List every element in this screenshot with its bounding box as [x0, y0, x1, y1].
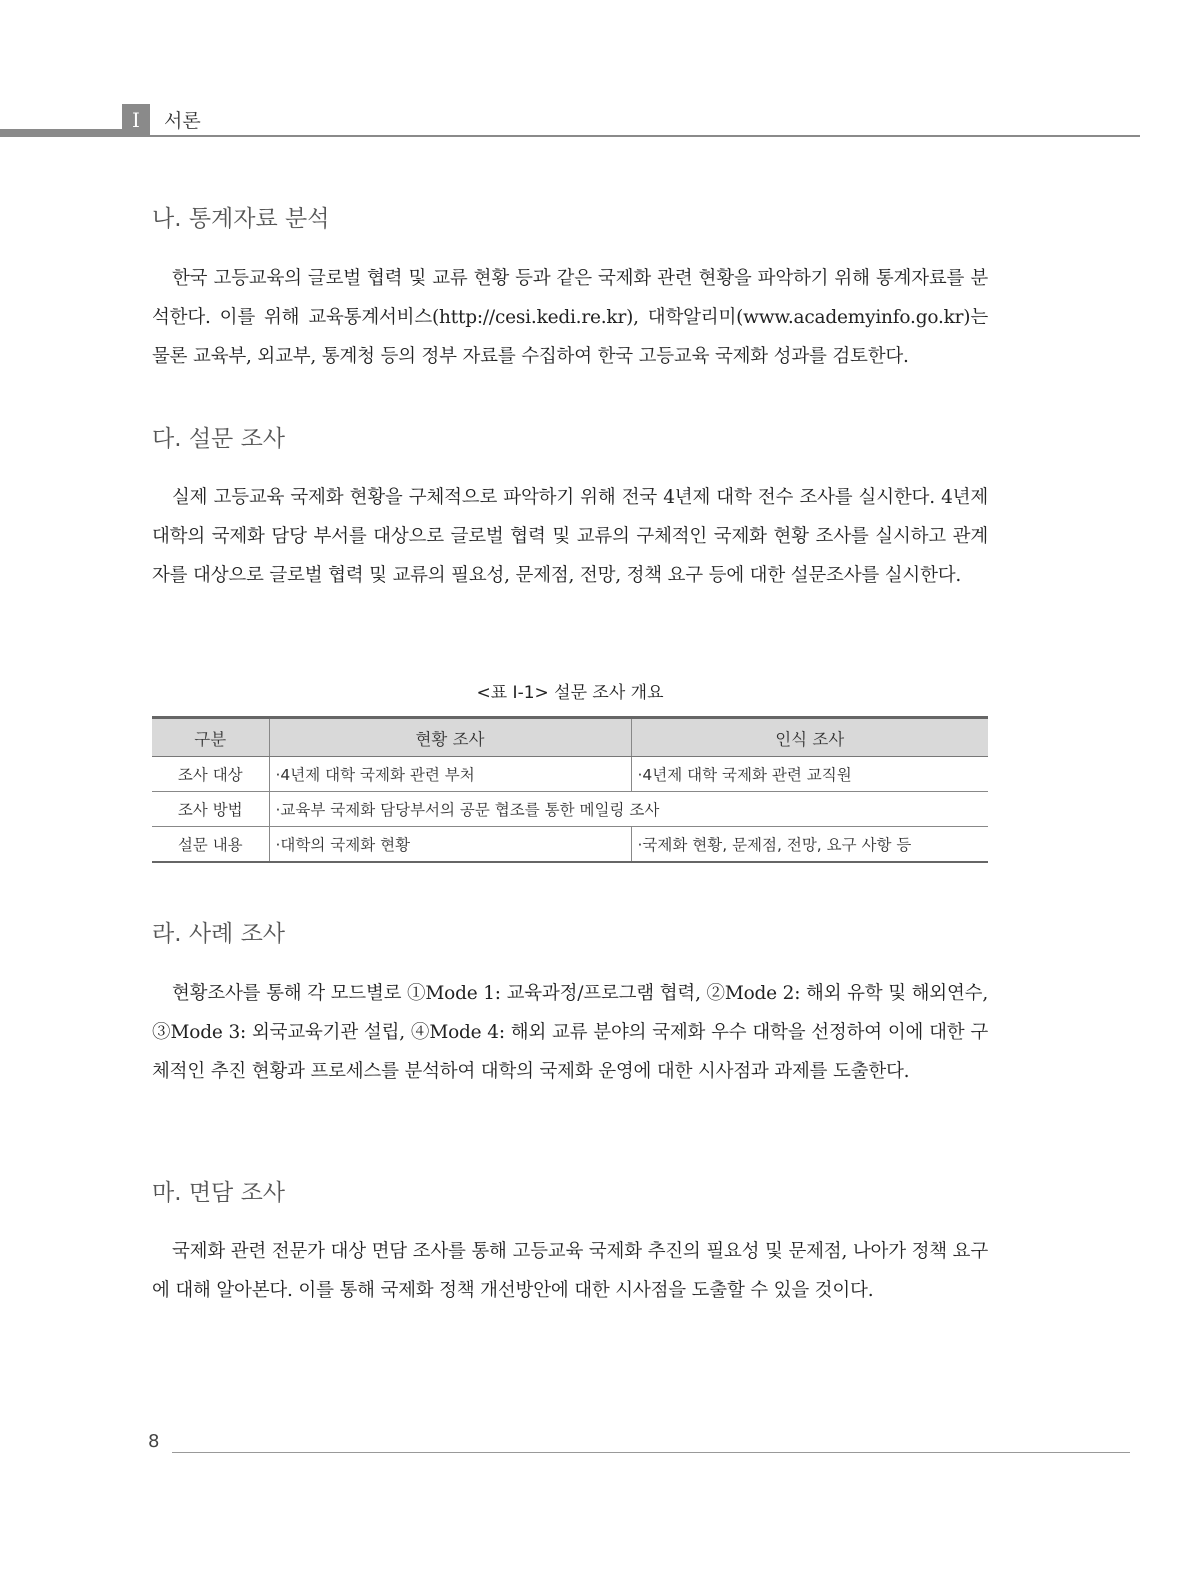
table-cell: ·4년제 대학 국제화 관련 부처 [269, 757, 631, 792]
chapter-number: I [122, 104, 150, 137]
table-caption: <표 Ⅰ-1> 설문 조사 개요 [476, 683, 664, 703]
section-heading-statistics: 나. 통계자료 분석 [152, 206, 330, 232]
section-heading-survey: 다. 설문 조사 [152, 426, 286, 452]
chapter-title: 서론 [164, 110, 201, 132]
table-row [152, 792, 988, 827]
table-header-cell: 현황 조사 [269, 718, 631, 757]
section-heading-case-study: 라. 사례 조사 [152, 921, 286, 947]
table-cell: ·대학의 국제화 현황 [269, 827, 631, 863]
section-paragraph-case-study: 현황조사를 통해 각 모드별로 ①Mode 1: 교육과정/프로그램 협력, ②Mode 2: 해외 유학 및 해외연수, ③Mode 3: 외국교육기관 설립, ④Mode 4: 해외 교류 분야의 국제화 우수 대학을 선정하여 이에 대한 구체적인 추진 현황과 프로세스를 분석하여 대학의 국제화 운영에 대한 시사점과 과제를 도출한다. [152, 983, 988, 1082]
section-paragraph-statistics: 한국 고등교육의 글로벌 협력 및 교류 현황 등과 같은 국제화 관련 현황을 파악하기 위해 통계자료를 분석한다. 이를 위해 교육통계서비스(http://cesi.kedi.re.kr), 대학알리미(www.academyinfo.go.kr)는 물론 교육부, 외교부, 통계청 등의 정부 자료를 수집하여 한국 고등교육 국제화 성과를 검토한다. [152, 268, 988, 367]
table-row-head: 조사 대상 [152, 757, 269, 792]
survey-overview-table [152, 716, 988, 863]
table-row [152, 757, 988, 792]
table-cell: ·4년제 대학 국제화 관련 교직원 [631, 757, 988, 792]
table-row [152, 827, 988, 863]
table-header-cell: 인식 조사 [631, 718, 988, 757]
table-header-row [152, 718, 988, 757]
section-paragraph-survey: 실제 고등교육 국제화 현황을 구체적으로 파악하기 위해 전국 4년제 대학 전수 조사를 실시한다. 4년제 대학의 국제화 담당 부서를 대상으로 글로벌 협력 및 교류의 구체적인 국제화 현황 조사를 실시하고 관계자를 대상으로 글로벌 협력 및 교류의 필요성, 문제점, 전망, 정책 요구 등에 대한 설문조사를 실시한다. [152, 487, 988, 586]
table-row-head: 조사 방법 [152, 792, 269, 827]
footer-rule [172, 1452, 1130, 1453]
table-cell: ·국제화 현황, 문제점, 전망, 요구 사항 등 [631, 827, 988, 863]
table-row-head: 설문 내용 [152, 827, 269, 863]
section-paragraph-interview: 국제화 관련 전문가 대상 면담 조사를 통해 고등교육 국제화 추진의 필요성 및 문제점, 나아가 정책 요구에 대해 알아본다. 이를 통해 국제화 정책 개선방안에 대한 시사점을 도출할 수 있을 것이다. [152, 1241, 988, 1301]
header-rule [0, 135, 1140, 137]
page-number: 8 [148, 1431, 160, 1452]
table-cell: ·교육부 국제화 담당부서의 공문 협조를 통한 메일링 조사 [269, 792, 988, 827]
table-header-cell: 구분 [152, 718, 269, 757]
section-heading-interview: 마. 면담 조사 [152, 1180, 286, 1206]
